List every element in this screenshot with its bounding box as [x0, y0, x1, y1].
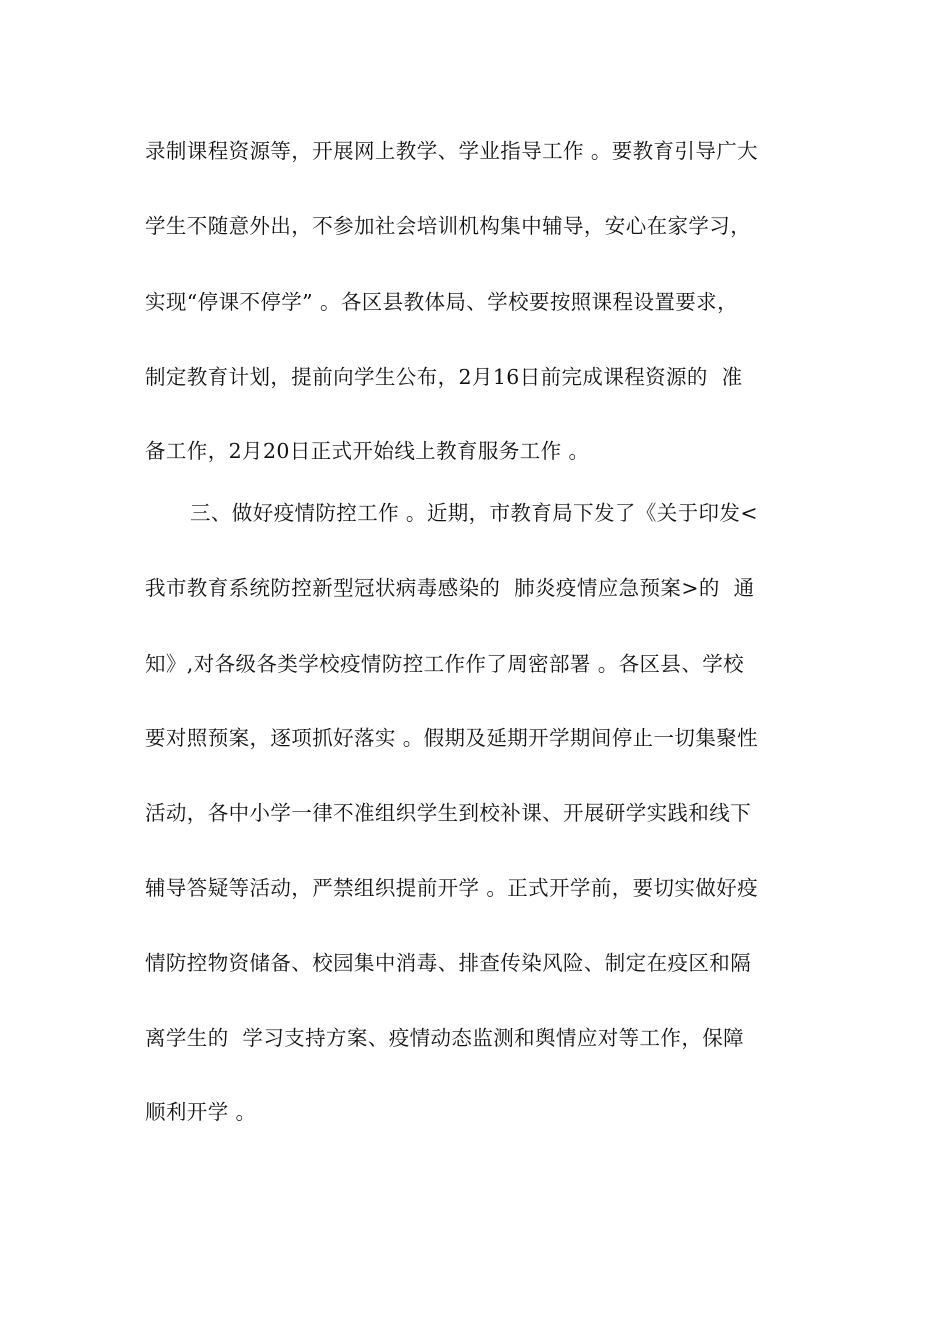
- paragraph-line: 制定教育计划，提前向学生公布，2月16日前完成课程资源的 准: [145, 365, 743, 389]
- paragraph-line: 活动，各中小学一律不准组织学生到校补课、开展研学实践和线下: [145, 801, 752, 825]
- paragraph-line: 学生不随意外出，不参加社会培训机构集中辅导，安心在家学习，: [145, 214, 752, 238]
- paragraph-line: 录制课程资源等，开展网上教学、学业指导工作 。要教育引导广大: [145, 139, 759, 163]
- paragraph-line: 我市教育系统防控新型冠状病毒感染的 肺炎疫情应急预案>的 通: [145, 576, 755, 600]
- paragraph-line: 要对照预案，逐项抓好落实 。假期及延期开学期间停止一切集聚性: [145, 726, 759, 750]
- paragraph-line: 实现“停课不停学” 。各区县教体局、学校要按照课程设置要求，: [145, 290, 738, 314]
- paragraph-line: 知》,对各级各类学校疫情防控工作作了周密部署 。各区县、学校: [145, 652, 745, 676]
- paragraph-line: 离学生的 学习支持方案、疫情动态监测和舆情应对等工作，保障: [145, 1026, 745, 1050]
- paragraph-line: 顺利开学 。: [145, 1100, 257, 1124]
- section-heading-line: 三、做好疫情防控工作 。近期，市教育局下发了《关于印发<: [190, 501, 758, 525]
- paragraph-line: 备工作，2月20日正式开始线上教育服务工作 。: [145, 439, 590, 463]
- paragraph-line: 情防控物资储备、校园集中消毒、排查传染风险、制定在疫区和隔: [145, 951, 752, 975]
- paragraph-line: 辅导答疑等活动，严禁组织提前开学 。正式开学前，要切实做好疫: [145, 876, 759, 900]
